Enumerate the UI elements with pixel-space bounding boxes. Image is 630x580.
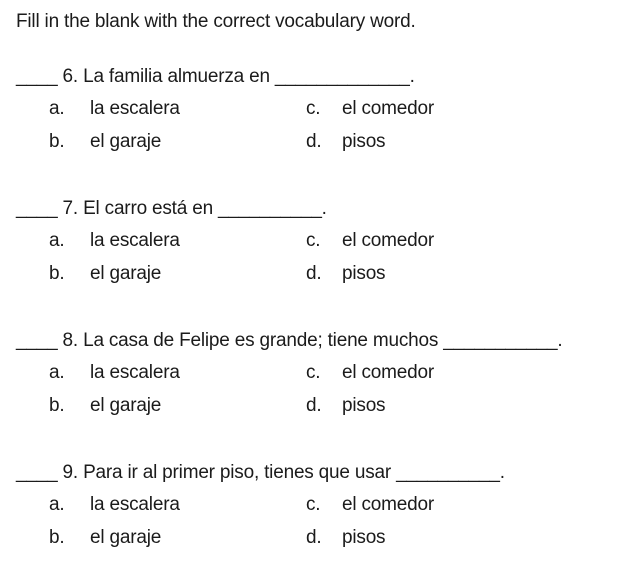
- option-letter: b.: [49, 263, 65, 284]
- option-letter: d.: [306, 395, 322, 416]
- option-letter: b.: [49, 131, 65, 152]
- option-text: el comedor: [342, 230, 434, 251]
- option-text: pisos: [342, 395, 386, 416]
- option-letter: d.: [306, 527, 322, 548]
- option-text: el comedor: [342, 494, 434, 515]
- question-block-8: [16, 328, 620, 422]
- option-text: la escalera: [90, 98, 180, 119]
- option-text: la escalera: [90, 362, 180, 383]
- option-text: el garaje: [90, 527, 162, 548]
- instructions-text: Fill in the blank with the correct vocabulary word.: [16, 11, 416, 32]
- option-text: el garaje: [90, 131, 162, 152]
- option-text: la escalera: [90, 494, 180, 515]
- option-text: pisos: [342, 527, 386, 548]
- question-block-7: [16, 196, 620, 290]
- option-text: el garaje: [90, 395, 162, 416]
- option-text: pisos: [342, 263, 386, 284]
- option-text: el garaje: [90, 263, 162, 284]
- question-block-6: [16, 64, 620, 158]
- options-grid: [16, 92, 620, 158]
- option-letter: a.: [49, 230, 65, 251]
- question-stem: ____ 6. La familia almuerza en _____________.: [16, 66, 415, 87]
- option-text: el comedor: [342, 98, 434, 119]
- options-grid: [16, 488, 620, 554]
- option-letter: c.: [306, 362, 321, 383]
- option-letter: d.: [306, 263, 322, 284]
- option-letter: a.: [49, 98, 65, 119]
- options-grid: [16, 224, 620, 290]
- option-letter: c.: [306, 494, 321, 515]
- option-text: pisos: [342, 131, 386, 152]
- question-block-9: [16, 460, 620, 554]
- option-letter: c.: [306, 98, 321, 119]
- option-letter: d.: [306, 131, 322, 152]
- question-stem: ____ 9. Para ir al primer piso, tienes que usar __________.: [16, 462, 505, 483]
- question-stem: ____ 7. El carro está en __________.: [16, 198, 327, 219]
- option-letter: b.: [49, 395, 65, 416]
- options-grid: [16, 356, 620, 422]
- question-stem: ____ 8. La casa de Felipe es grande; tiene muchos ___________.: [16, 330, 563, 351]
- option-letter: a.: [49, 494, 65, 515]
- option-text: el comedor: [342, 362, 434, 383]
- option-text: la escalera: [90, 230, 180, 251]
- option-letter: c.: [306, 230, 321, 251]
- option-letter: a.: [49, 362, 65, 383]
- option-letter: b.: [49, 527, 65, 548]
